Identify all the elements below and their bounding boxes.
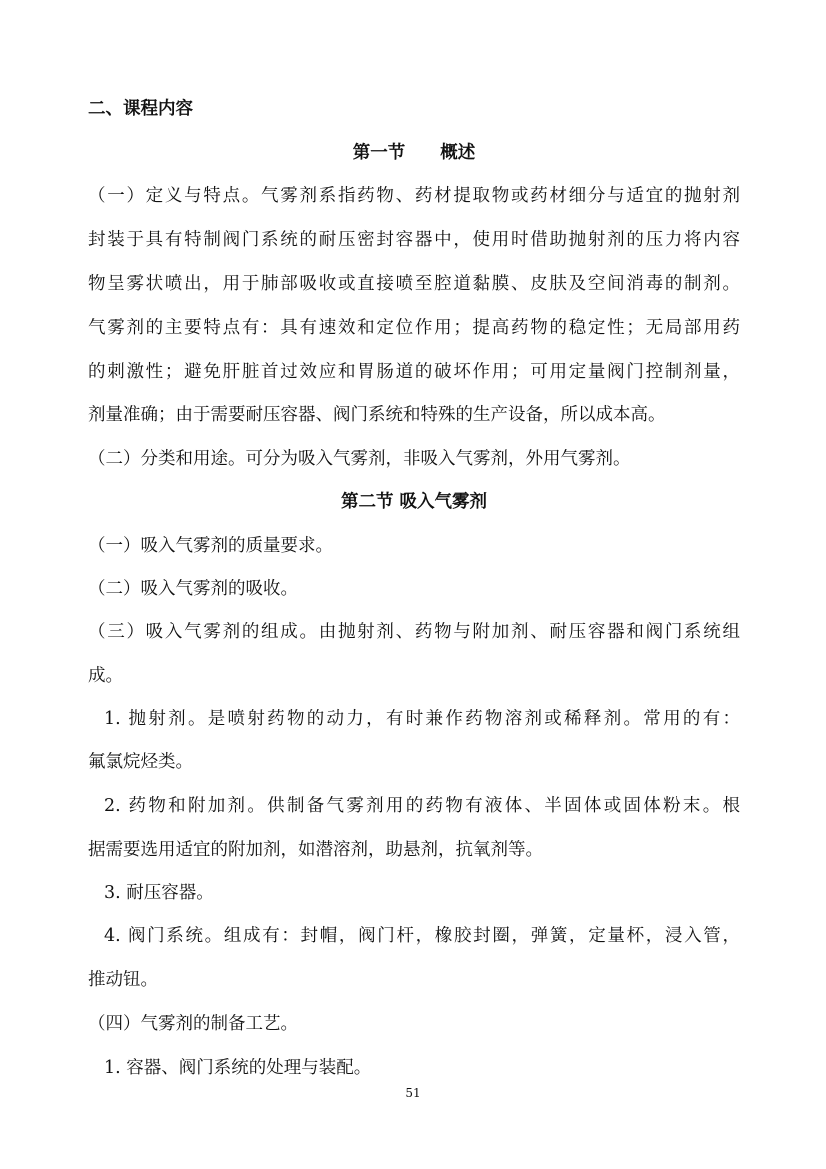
list-item-1-cont: 氟氯烷烃类。 — [88, 752, 193, 772]
paragraph-line: （一）定义与特点。气雾剂系指药物、药材提取物或药材细分与适宜的抛射剂 — [88, 186, 740, 206]
list-item-3: 3. 耐压容器。 — [104, 883, 214, 903]
paragraph-quality: （一）吸入气雾剂的质量要求。 — [88, 536, 333, 556]
paragraph-absorption: （二）吸入气雾剂的吸收。 — [88, 579, 298, 599]
chapter-heading: 二、课程内容 — [88, 99, 193, 119]
paragraph-line: 的刺激性；避免肝脏首过效应和胃肠道的破坏作用；可用定量阀门控制剂量， — [88, 362, 740, 382]
section-title-1: 第一节 概述 — [352, 143, 476, 163]
paragraph-line: 物呈雾状喷出，用于肺部吸收或直接喷至腔道黏膜、皮肤及空间消毒的制剂。 — [88, 274, 740, 294]
list-item-5: 1. 容器、阀门系统的处理与装配。 — [104, 1058, 372, 1078]
paragraph-line: 剂量准确；由于需要耐压容器、阀门系统和特殊的生产设备，所以成本高。 — [88, 405, 666, 425]
list-item-4-cont: 推动钮。 — [88, 970, 158, 990]
paragraph-composition-line: 成。 — [88, 666, 123, 686]
page-number: 51 — [405, 1086, 421, 1100]
list-item-2-cont: 据需要选用适宜的附加剂，如潜溶剂，助悬剂，抗氧剂等。 — [88, 840, 543, 860]
list-item-2: 2. 药物和附加剂。供制备气雾剂用的药物有液体、半固体或固体粉末。根 — [104, 796, 740, 816]
paragraph-line: 气雾剂的主要特点有：具有速效和定位作用；提高药物的稳定性；无局部用药 — [88, 318, 740, 338]
list-item-4: 4. 阀门系统。组成有：封帽，阀门杆，橡胶封圈，弹簧，定量杯，浸入管， — [104, 926, 740, 946]
paragraph-line: 封装于具有特制阀门系统的耐压密封容器中，使用时借助抛射剂的压力将内容 — [88, 230, 740, 250]
list-item-1: 1. 抛射剂。是喷射药物的动力，有时兼作药物溶剂或稀释剂。常用的有： — [104, 709, 740, 729]
paragraph-composition-line: （三）吸入气雾剂的组成。由抛射剂、药物与附加剂、耐压容器和阀门系统组 — [88, 622, 740, 642]
paragraph-preparation: （四）气雾剂的制备工艺。 — [88, 1014, 298, 1034]
section-title-2: 第二节 吸入气雾剂 — [340, 492, 488, 512]
paragraph-classification: （二）分类和用途。可分为吸入气雾剂，非吸入气雾剂，外用气雾剂。 — [88, 449, 631, 469]
